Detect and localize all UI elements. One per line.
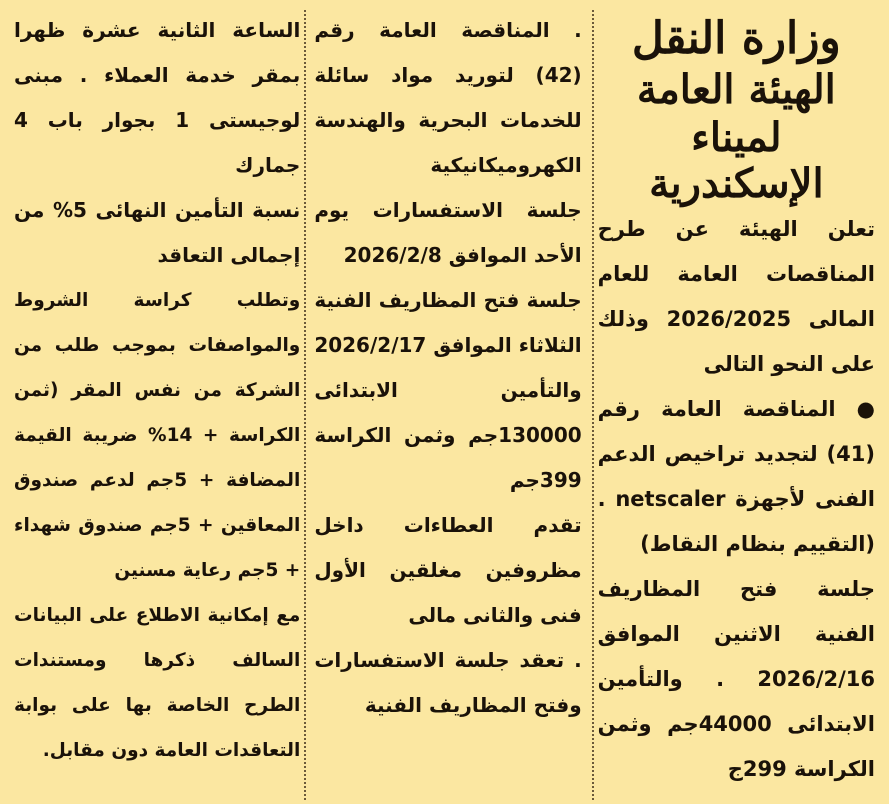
column-divider <box>592 10 594 800</box>
tender-42-session-paragraph: جلسة فتح المظاريف الفنية الثلاثاء الموافق 2026/2/17 والتأمين الابتدائى 130000جم وثمن الكراسة 399جم <box>314 288 582 492</box>
tender-41-session-paragraph: جلسة فتح المظاريف الفنية الاثنين الموافق 2026/2/16 . والتأمين الابتدائى 44000جم وثمن الكراسة 299ج <box>597 576 875 781</box>
booklet-request-paragraph: وتطلب كراسة الشروط والمواصفات بموجب طلب من الشركة من نفس المقر (ثمن الكراسة + 14% ضريبة القيمة المضافة + 5جم لدعم صندوق المعاقين + 5جم صندوق شهداء + 5جم رعاية مسنين <box>14 290 301 581</box>
column-middle <box>306 6 591 804</box>
sessions-held-paragraph: . تعقد جلسة الاستفسارات وفتح المظاريف الفنية <box>314 648 582 717</box>
column-divider <box>304 10 306 800</box>
tender-41-paragraph: ● المناقصة العامة رقم (41) لتجديد تراخيص الدعم الفنى لأجهزة netscaler . (التقييم بنظام النقاط) <box>597 396 875 556</box>
envelopes-paragraph: تقدم العطاءات داخل مظروفين مغلقين الأول فنى والثانى مالى <box>314 513 582 627</box>
column-left <box>8 6 304 804</box>
title-line-authority: الهيئة العامة <box>636 65 836 113</box>
column-right <box>594 6 881 804</box>
intro-paragraph: تعلن الهيئة عن طرح المناقصات العامة للعام المالى 2026/2025 وذلك على النحو التالى <box>597 216 875 376</box>
page-title <box>598 14 875 207</box>
title-line-ministry: وزارة النقل <box>631 13 841 64</box>
location-paragraph: الساعة الثانية عشرة ظهرا بمقر خدمة العملاء . مبنى لوجيستى 1 بجوار باب 4 جمارك <box>14 18 301 177</box>
portal-access-paragraph: مع إمكانية الاطلاع على البيانات السالف ذكرها ومستندات الطرح الخاصة بها على بوابة التعاقدات العامة دون مقابل. <box>14 605 301 761</box>
title-line-port: لميناء الإسكندرية <box>649 113 824 207</box>
inquiry-session-paragraph: جلسة الاستفسارات يوم الأحد الموافق 2026/2/8 <box>314 198 582 267</box>
tender-42-paragraph: . المناقصة العامة رقم (42) لتوريد مواد سائلة للخدمات البحرية والهندسة الكهروميكانيكية <box>314 18 582 177</box>
final-insurance-paragraph: نسبة التأمين النهائى 5% من إجمالى التعاقد <box>14 198 301 267</box>
